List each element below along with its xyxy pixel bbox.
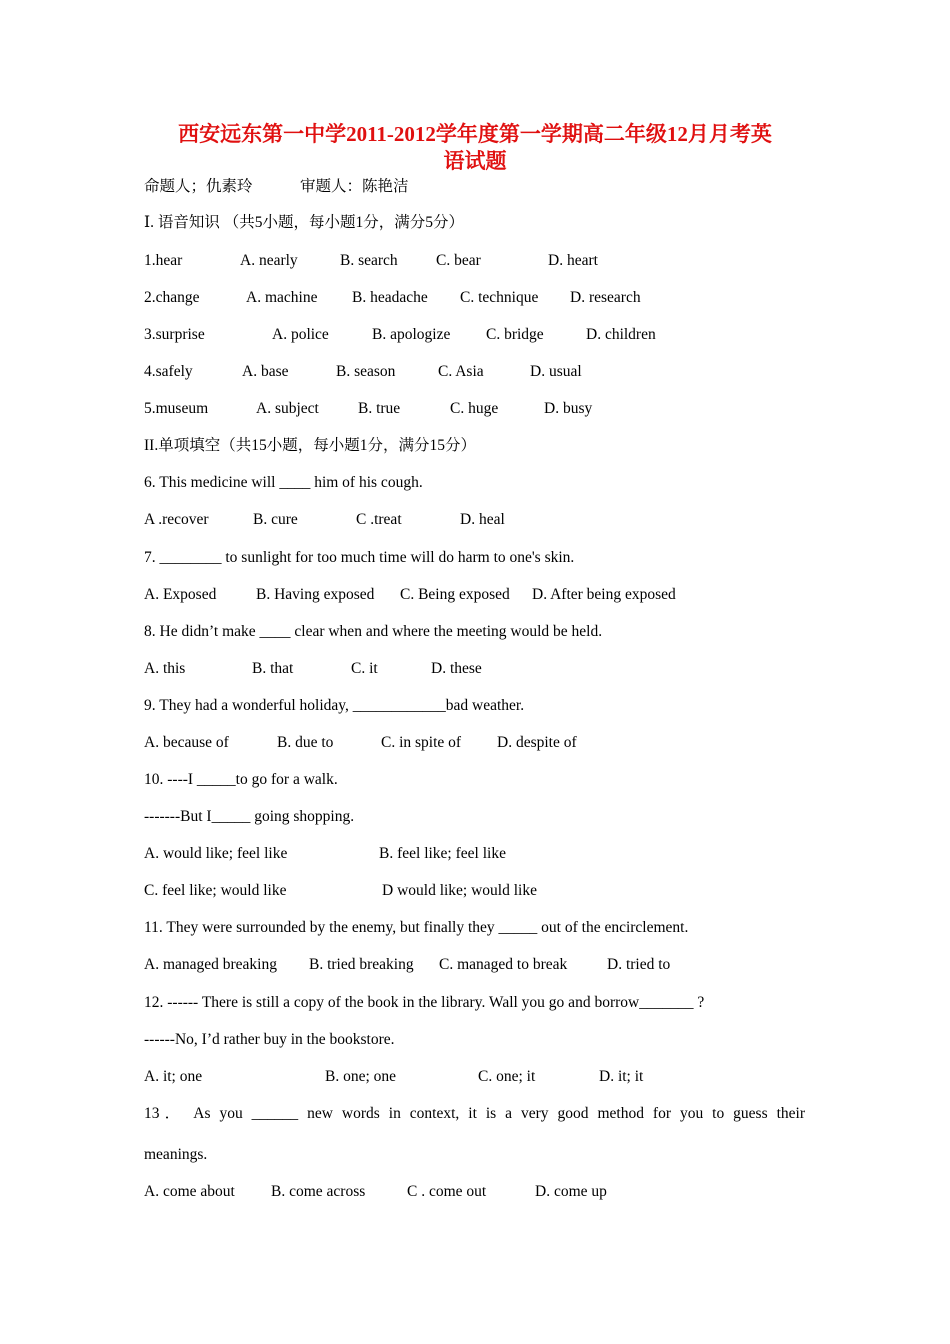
option-a: A. would like; feel like xyxy=(144,845,288,862)
question-12-reply: ------No, I’d rather buy in the bookstore. xyxy=(144,1031,395,1048)
question-stem: 2.change xyxy=(144,289,200,306)
option-b: B. season xyxy=(336,363,396,380)
reviewer-label: 审题人：陈艳洁 xyxy=(300,178,409,195)
option-b: B. that xyxy=(252,660,294,677)
option-a: A .recover xyxy=(144,511,209,528)
question-7-stem: 7. ________ to sunlight for too much time will do harm to one's skin. xyxy=(144,549,575,566)
option-d: D. these xyxy=(431,660,482,677)
option-b: B. one; one xyxy=(325,1068,397,1085)
question-8-stem: 8. He didn’t make ____ clear when and where the meeting would be held. xyxy=(144,623,603,640)
title-line-1: 西安远东第一中学2011-2012学年度第一学期高二年级12月月考英 xyxy=(178,122,772,146)
section-1-heading: Ⅰ. 语音知识 （共5小题，每小题1分，满分5分） xyxy=(144,214,464,231)
option-c: C. bridge xyxy=(486,326,544,343)
option-b: B. search xyxy=(340,252,398,269)
option-a: A. because of xyxy=(144,734,229,751)
option-d: D. heal xyxy=(460,511,505,528)
option-b: B. feel like; feel like xyxy=(379,845,506,862)
option-c: C . come out xyxy=(407,1183,487,1200)
option-c: C. one; it xyxy=(478,1068,536,1085)
option-c: C. Asia xyxy=(438,363,484,380)
option-a: A. base xyxy=(242,363,289,380)
page-title xyxy=(120,121,830,175)
option-d: D. research xyxy=(570,289,641,306)
option-a: A. nearly xyxy=(240,252,298,269)
question-stem: 1.hear xyxy=(144,252,183,269)
option-a: A. it; one xyxy=(144,1068,203,1085)
option-d: D. tried to xyxy=(607,956,671,973)
option-d: D. busy xyxy=(544,400,593,417)
option-d: D. After being exposed xyxy=(532,586,676,603)
question-6-stem: 6. This medicine will ____ him of his cough. xyxy=(144,474,423,491)
section-2-heading: II.单项填空（共15小题，每小题1分，满分15分） xyxy=(144,437,476,454)
option-c: C. it xyxy=(351,660,378,677)
option-c: C. Being exposed xyxy=(400,586,510,603)
option-a: A. this xyxy=(144,660,186,677)
question-10-reply: -------But I_____ going shopping. xyxy=(144,808,355,825)
setter-label: 命题人；仇素玲 xyxy=(144,178,253,195)
option-c: C. managed to break xyxy=(439,956,568,973)
title-line-2: 语试题 xyxy=(443,149,507,173)
option-d: D. heart xyxy=(548,252,598,269)
option-a: A. managed breaking xyxy=(144,956,277,973)
question-stem: 3.surprise xyxy=(144,326,205,343)
question-10-stem: 10. ----I _____to go for a walk. xyxy=(144,771,338,788)
option-b: B. come across xyxy=(271,1183,366,1200)
option-c: C. in spite of xyxy=(381,734,462,751)
question-stem: 5.museum xyxy=(144,400,209,417)
option-c: C .treat xyxy=(356,511,402,528)
question-11-stem: 11. They were surrounded by the enemy, but finally they _____ out of the encirclement. xyxy=(144,919,689,936)
option-c: C. bear xyxy=(436,252,481,269)
option-a: A. police xyxy=(272,326,329,343)
option-b: B. Having exposed xyxy=(256,586,375,603)
option-a: A. come about xyxy=(144,1183,235,1200)
question-stem: 4.safely xyxy=(144,363,193,380)
option-c: C. technique xyxy=(460,289,539,306)
option-b: B. cure xyxy=(253,511,298,528)
question-12-stem: 12. ------ There is still a copy of the book in the library. Wall you go and borrow_______ ? xyxy=(144,994,705,1011)
option-d: D. usual xyxy=(530,363,582,380)
option-a: A. subject xyxy=(256,400,319,417)
question-13-stem-continued: meanings. xyxy=(144,1146,208,1163)
option-d: D. it; it xyxy=(599,1068,644,1085)
option-a: A. machine xyxy=(246,289,318,306)
option-d: D. come up xyxy=(535,1183,607,1200)
question-9-stem: 9. They had a wonderful holiday, ____________bad weather. xyxy=(144,697,525,714)
option-d: D would like; would like xyxy=(382,882,537,899)
option-c: C. huge xyxy=(450,400,499,417)
option-b: B. headache xyxy=(352,289,428,306)
option-d: D. despite of xyxy=(497,734,577,751)
option-c: C. feel like; would like xyxy=(144,882,287,899)
option-d: D. children xyxy=(586,326,656,343)
option-b: B. tried breaking xyxy=(309,956,414,973)
question-13-stem: 13． As you ______ new words in context, it is a very good method for you to guess their xyxy=(144,1105,805,1122)
option-b: B. due to xyxy=(277,734,334,751)
option-a: A. Exposed xyxy=(144,586,217,603)
option-b: B. true xyxy=(358,400,401,417)
option-b: B. apologize xyxy=(372,326,451,343)
